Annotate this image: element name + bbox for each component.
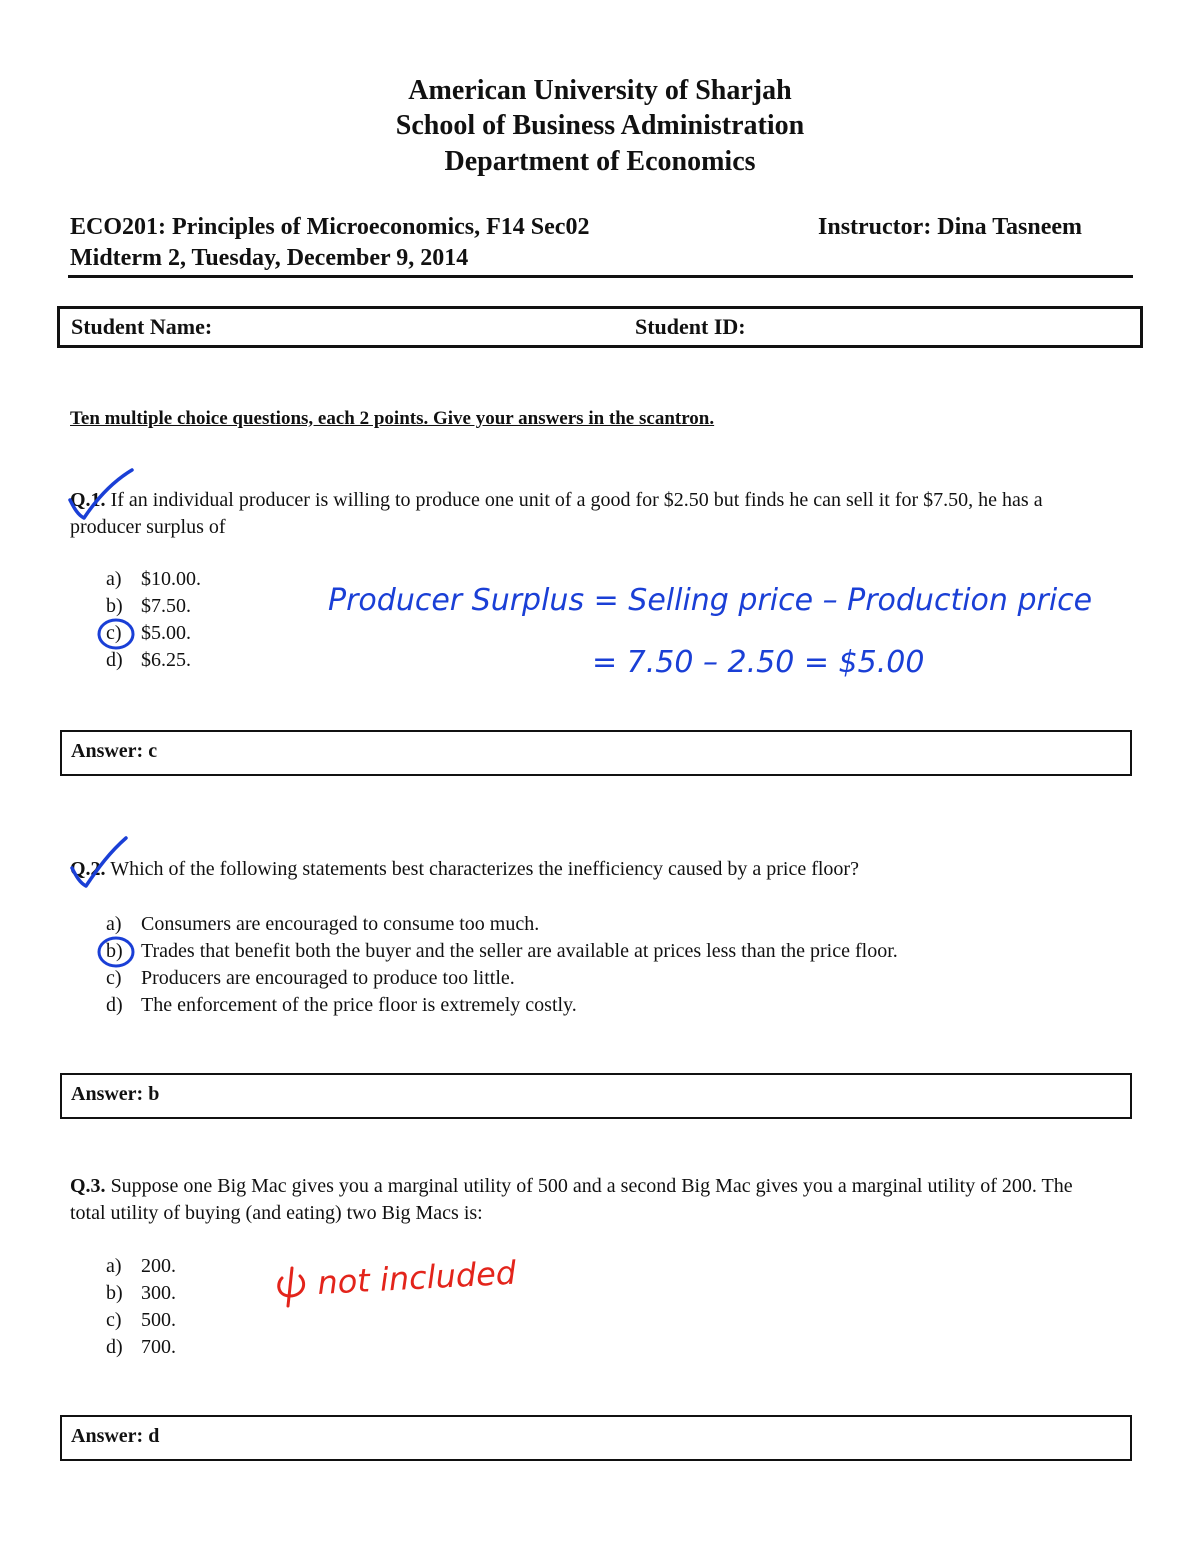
- exam-instructions: Ten multiple choice questions, each 2 points. Give your answers in the scantron.: [70, 408, 715, 429]
- option-text: 500.: [141, 1309, 176, 1331]
- student-name-label: Student Name:: [71, 314, 213, 339]
- question-text: Which of the following statements best characterizes the inefficiency caused by a price floor?: [105, 858, 859, 880]
- option-letter: a): [106, 568, 122, 590]
- option-text: Trades that benefit both the buyer and the seller are available at prices less than the price floor.: [141, 940, 898, 962]
- option-letter: d): [106, 1336, 123, 1358]
- checkmark-icon: [72, 838, 126, 886]
- exam-title: Midterm 2, Tuesday, December 9, 2014: [70, 245, 469, 271]
- option-text: $7.50.: [141, 595, 191, 617]
- option-letter: b): [106, 940, 123, 962]
- answer-text: Answer: c: [71, 740, 158, 762]
- answer-text: Answer: d: [71, 1425, 160, 1447]
- option-text: Consumers are encouraged to consume too much.: [141, 913, 540, 935]
- red-ink-mark-icon: [279, 1268, 304, 1306]
- option-text: Producers are encouraged to produce too little.: [141, 967, 515, 989]
- option-letter: b): [106, 1282, 123, 1304]
- option-letter: b): [106, 595, 123, 617]
- option-letter: a): [106, 913, 122, 935]
- handwritten-formula-line2: = 7.50 – 2.50 = $5.00: [592, 645, 925, 680]
- option-letter: c): [106, 622, 122, 644]
- question-text: If an individual producer is willing to produce one unit of a good for $2.50 but finds he can sell it for $7.50, he has a producer surplus of: [70, 489, 1043, 538]
- question-text: Suppose one Big Mac gives you a marginal utility of 500 and a second Big Mac gives you a marginal utility of 200. The total utility of buying (and eating) two Big Macs is:: [70, 1175, 1073, 1224]
- option-letter: c): [106, 967, 122, 989]
- question-number: Q.3.: [70, 1175, 106, 1197]
- option-text: The enforcement of the price floor is extremely costly.: [141, 994, 577, 1016]
- option-letter: a): [106, 1255, 122, 1277]
- checkmark-icon: [70, 470, 132, 518]
- option-letter: d): [106, 994, 123, 1016]
- department-title: Department of Economics: [444, 146, 756, 177]
- handwritten-formula-line1: Producer Surplus = Selling price – Production price: [328, 583, 1093, 618]
- option-text: $10.00.: [141, 568, 201, 590]
- answer-text: Answer: b: [71, 1083, 160, 1105]
- circle-mark-icon: [99, 620, 133, 648]
- course-title: ECO201: Principles of Microeconomics, F14 Sec02: [70, 214, 590, 240]
- handwritten-note: not included: [316, 1253, 517, 1302]
- university-title: American University of Sharjah: [408, 75, 792, 106]
- option-text: 300.: [141, 1282, 176, 1304]
- option-letter: c): [106, 1309, 122, 1331]
- instructor-name: Instructor: Dina Tasneem: [818, 214, 1083, 240]
- circle-mark-icon: [99, 938, 133, 966]
- student-id-label: Student ID:: [635, 314, 746, 339]
- option-text: 700.: [141, 1336, 176, 1358]
- question-number: Q.2.: [70, 858, 106, 880]
- option-letter: d): [106, 649, 123, 671]
- option-text: $5.00.: [141, 622, 191, 644]
- option-text: 200.: [141, 1255, 176, 1277]
- question-number: Q.1.: [70, 489, 106, 511]
- school-title: School of Business Administration: [395, 110, 805, 141]
- option-text: $6.25.: [141, 649, 191, 671]
